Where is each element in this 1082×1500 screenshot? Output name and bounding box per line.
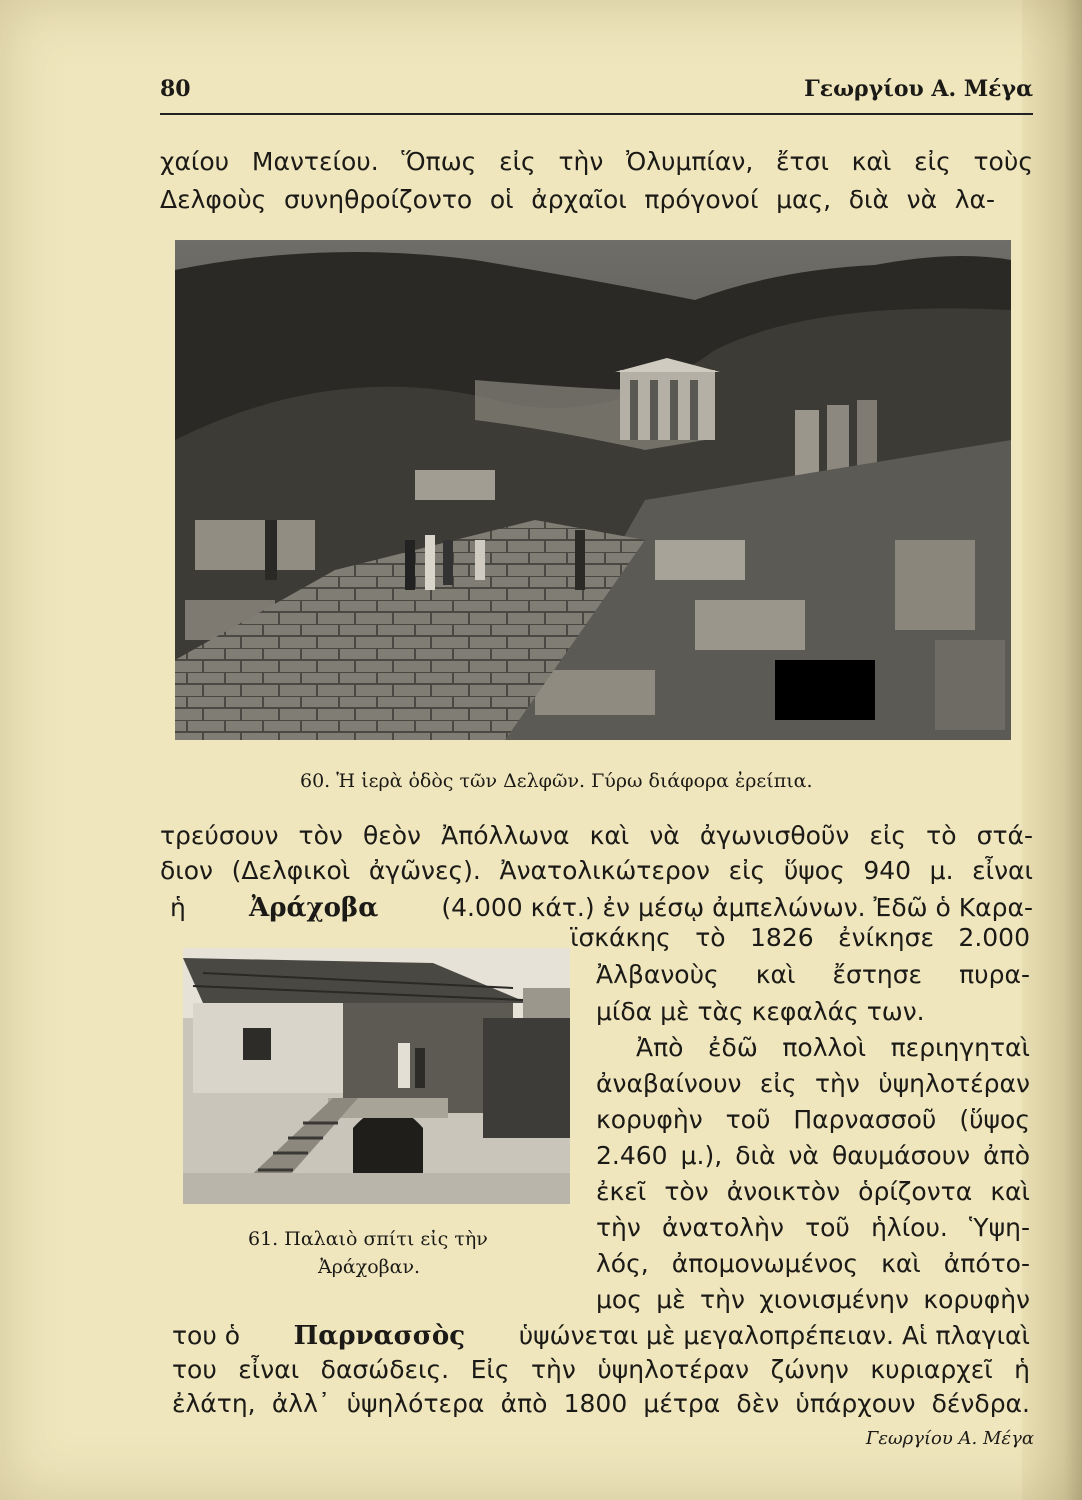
text-line: μίδα μὲ τὰς κεφαλάς των. bbox=[596, 997, 925, 1026]
text-line: του εἶναι δασώδεις. Εἰς τὴν ὑψηλοτέραν ζώνην κυριαρχεῖ ἡ bbox=[172, 1355, 1030, 1384]
text-line: τὴν ἀνατολὴν τοῦ ἡλίου. Ὑψη- bbox=[596, 1213, 1030, 1242]
footer-signature: Γεωργίου Α. Μέγα bbox=[865, 1428, 1034, 1449]
text-line: μος μὲ τὴν χιονισμένην κορυφὴν bbox=[596, 1285, 1030, 1314]
figure-caption-line: 61. Παλαιὸ σπίτι εἰς τὴν bbox=[248, 1228, 488, 1250]
arachova-old-house-photo bbox=[183, 948, 570, 1204]
page-header bbox=[160, 76, 1033, 106]
figure-caption-line: Ἀράχοβαν. bbox=[318, 1256, 421, 1278]
text-fragment: ἡ bbox=[170, 893, 186, 922]
delphi-sacred-way-photo bbox=[175, 240, 1011, 740]
text-fragment: (4.000 κάτ.) ἐν μέσῳ ἀμπελώνων. Ἐδῶ ὁ Καρα- bbox=[441, 893, 1033, 922]
text-line: ϊσκάκης τὸ 1826 ἐνίκησε 2.000 bbox=[570, 923, 1030, 952]
header-rule bbox=[160, 113, 1033, 115]
text-line: Ἀλβανοὺς καὶ ἔστησε πυρα- bbox=[596, 960, 1030, 989]
text-line: τρεύσουν τὸν θεὸν Ἀπόλλωνα καὶ νὰ ἀγωνισθοῦν εἰς τὸ στά- bbox=[160, 821, 1033, 850]
text-line: χαίου Μαντείου. Ὅπως εἰς τὴν Ὀλυμπίαν, ἔτσι καὶ εἰς τοὺς bbox=[160, 147, 1033, 176]
running-head: Γεωργίου Α. Μέγα bbox=[804, 76, 1033, 102]
text-line: ἐκεῖ τὸν ἀνοικτὸν ὁρίζοντα καὶ bbox=[596, 1177, 1030, 1206]
text-line: Δελφοὺς συνηθροίζοντο οἱ ἀρχαῖοι πρόγονοί μας, διὰ νὰ λα- bbox=[160, 185, 995, 214]
page-gutter bbox=[1022, 0, 1082, 1500]
text-line: 2.460 μ.), διὰ νὰ θαυμάσουν ἀπὸ bbox=[596, 1141, 1030, 1170]
text-line: διον (Δελφικοὶ ἀγῶνες). Ἀνατολικώτερον εἰς ὕψος 940 μ. εἶναι bbox=[160, 856, 1033, 885]
place-name-parnassos: Παρνασσὸς bbox=[293, 1321, 466, 1351]
text-line: κορυφὴν τοῦ Παρνασσοῦ (ὕψος bbox=[596, 1105, 1030, 1134]
text-fragment: του ὁ bbox=[172, 1321, 241, 1350]
text-line: ἐλάτη, ἀλλ᾽ ὑψηλότερα ἀπὸ 1800 μέτρα δὲν ὑπάρχουν δένδρα. bbox=[172, 1389, 1030, 1418]
text-line: Ἀπὸ ἐδῶ πολλοὶ περιηγηταὶ bbox=[636, 1033, 1030, 1062]
figure-caption: 60. Ἡ ἱερὰ ὁδὸς τῶν Δελφῶν. Γύρω διάφορα ἐρείπια. bbox=[300, 770, 813, 792]
page-number: 80 bbox=[160, 76, 191, 102]
text-line: ἀναβαίνουν εἰς τὴν ὑψηλοτέραν bbox=[596, 1069, 1030, 1098]
text-line bbox=[172, 1318, 1030, 1354]
text-line: λός, ἀπομονωμένος καὶ ἀπότο- bbox=[596, 1249, 1030, 1278]
text-fragment: ὑψώνεται μὲ μεγαλοπρέπειαν. Αἱ πλαγιαὶ bbox=[518, 1321, 1030, 1350]
place-name-arachova: Ἀράχοβα bbox=[249, 893, 379, 923]
